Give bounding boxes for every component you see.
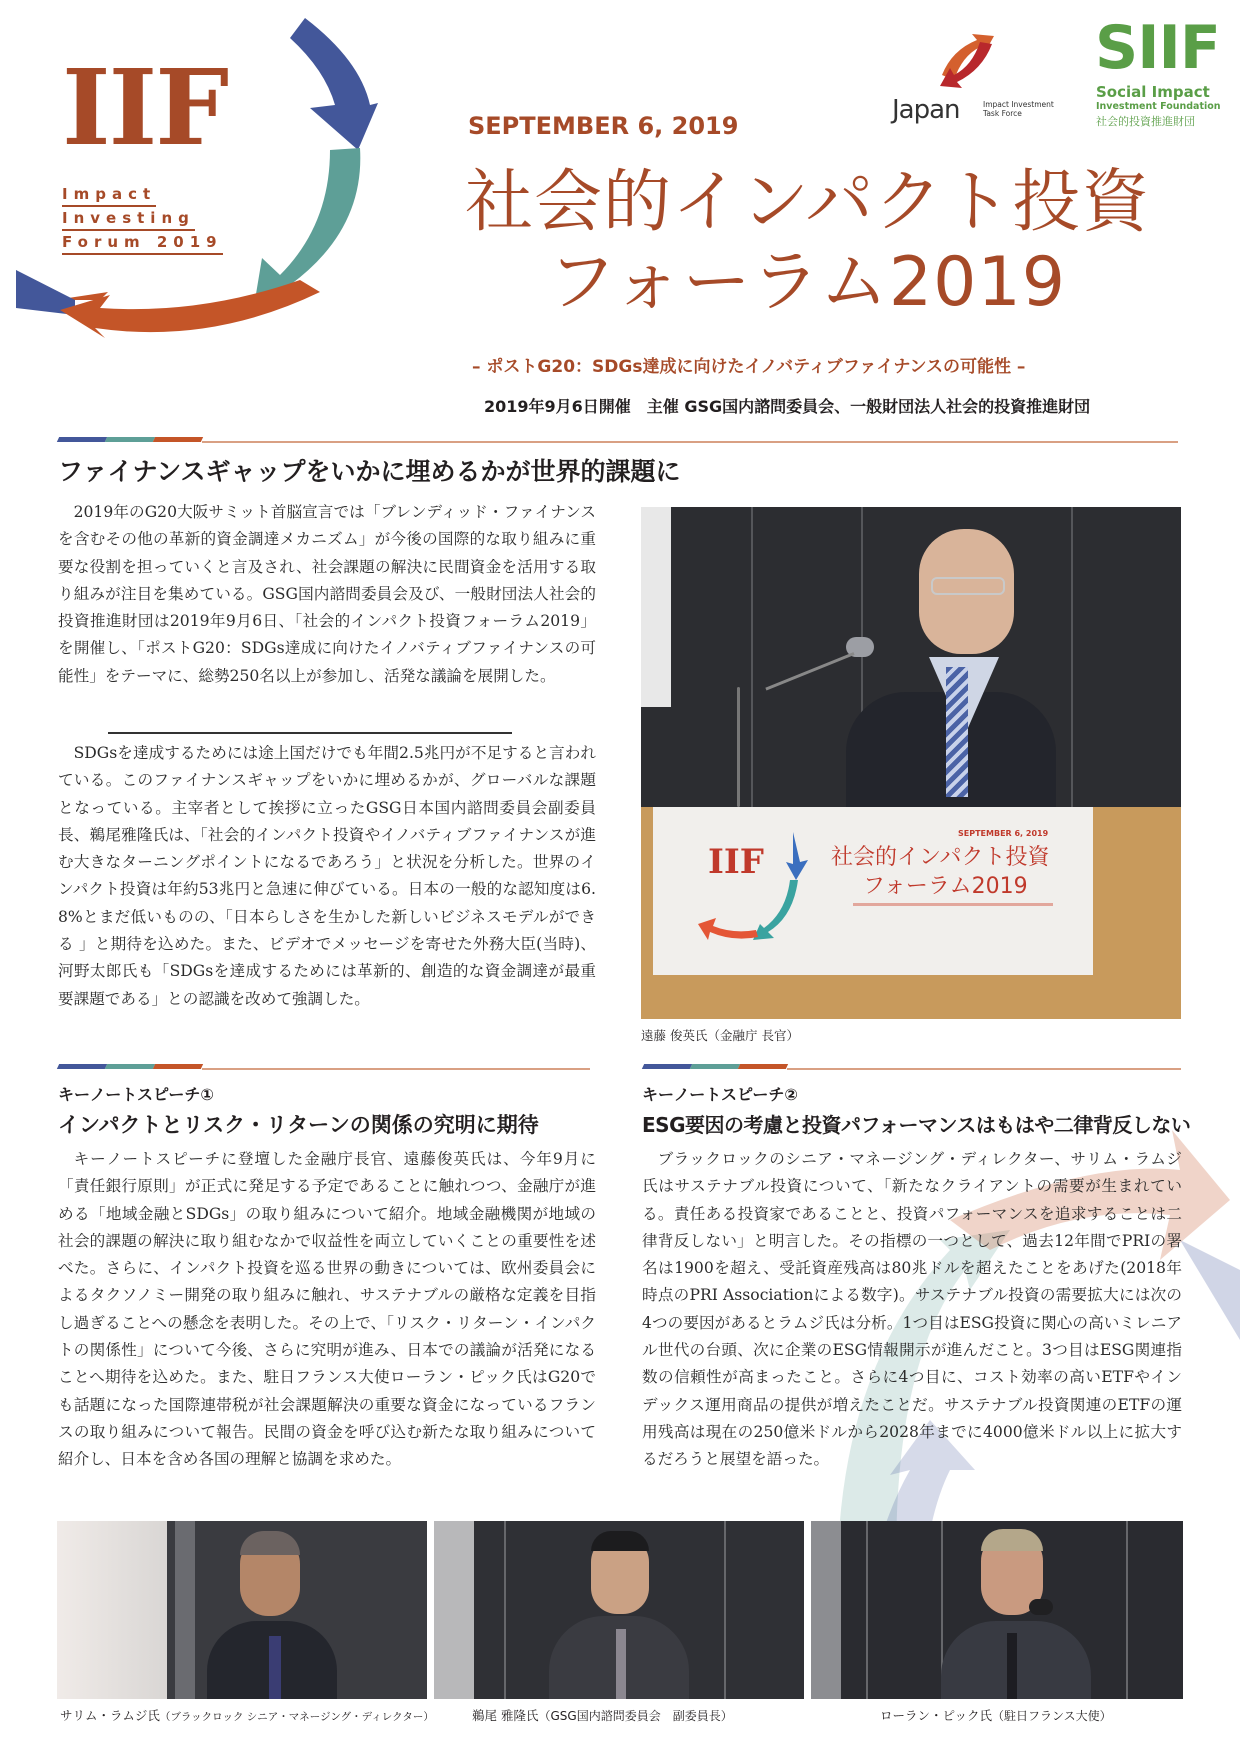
lead-photo-caption: 遠藤 俊英氏（金融庁 長官）	[641, 1028, 799, 1043]
gallery-caption-1: サリム・ラムジ氏（ブラックロック シニア・マネージング・ディレクター）	[60, 1708, 434, 1723]
keynote1-headline: インパクトとリスク・リターンの関係の究明に期待	[58, 1113, 539, 1137]
keynote1-kicker: キーノートスピーチ①	[58, 1085, 214, 1104]
jitf-logo-tagline: Impact Investment Task Force	[983, 100, 1054, 118]
siif-logo-line2: Investment Foundation	[1096, 101, 1221, 112]
section-divider	[56, 437, 1178, 443]
siif-logo: SIIF	[1095, 13, 1220, 83]
event-organizer: 2019年9月6日開催 主催 GSG国内諮問委員会、一般財団法人社会的投資推進財団	[484, 397, 1091, 416]
gallery-photo-3	[811, 1521, 1183, 1699]
paragraph-divider	[108, 732, 512, 734]
gallery-caption-3: ローラン・ピック氏（駐日フランス大使）	[880, 1708, 1112, 1723]
logo-iif: IIF	[62, 46, 228, 169]
logo-line-investing: Investing	[62, 207, 195, 231]
lead-headline: ファイナンスギャップをいかに埋めるかが世界的課題に	[58, 457, 681, 486]
logo-line-impact: Impact	[62, 183, 156, 207]
keynote2-kicker: キーノートスピーチ②	[642, 1085, 798, 1104]
gallery-caption-2: 鵜尾 雅隆氏（GSG国内諮問委員会 副委員長）	[472, 1708, 733, 1723]
keynote2-body: ブラックロックのシニア・マネージング・ディレクター、サリム・ラムジ氏はサステナブル投資について、「新たなクライアントの需要が生まれている。責任ある投資家であることと、投資パフォーマンスを追求することは二律背反しない」と明言した。その指標の一つとして、過去12年間でPRIの署名は1900を超え、受託資産残高は80兆ドルを超えたことをあげた(2018年時点のPRI Associationによる数字)。サステナブル投資の需要拡大には次の4つの要因があるとラムジ氏は分析。1つ目はESG投資に関心の高いミレニアル世代の台頭、次に企業のESG情報開示が進んだこと。3つ目はESG関連指数の信頼性が高まったこと。さらに4つ目に、コスト効率の高いETFやインデックス運用商品の提供が増えたことだ。サステナブル投資関連のETFの運用残高は現在の250億米ドルから2028年までに4000億米ドル以上に拡大するだろうと展望を語った。	[642, 1150, 1182, 1469]
gallery-photo-2	[434, 1521, 804, 1699]
podium-banner: IIF SEPTEMBER 6, 2019 社会的インパクト投資 フォーラム2019	[653, 807, 1093, 975]
logo-orange-arrow	[0, 270, 330, 340]
logo-subtitle	[62, 183, 223, 255]
podium-logo-arrows	[698, 832, 813, 952]
page-subtitle: – ポストG20：SDGs達成に向けたイノバティブファイナンスの可能性 –	[472, 357, 1026, 377]
gallery-photo-1	[57, 1521, 427, 1699]
keynote1-body: キーノートスピーチに登壇した金融庁長官、遠藤俊英氏は、今年9月に「責任銀行原則」が正式に発足する予定であることに触れつつ、金融庁が進める「地域金融とSDGs」の取り組みについて紹介。地域金融機関が地域の社会的課題の解決に取り組むなかで収益性を両立していくことの重要性を述べた。さらに、インパクト投資を巡る世界の動きについては、欧州委員会によるタクソノミー開発の取り組みに触れ、サステナブルの厳格な定義を目指し過ぎることへの懸念を表明した。その上で、「リスク・リターン・インパクトの関係性」について今後、さらに究明が進み、日本での議論が活発になることへ期待を込めた。また、駐日フランス大使ローラン・ピック氏はG20でも話題になった国際連帯税が社会課題解決の重要な資金になっているフランスの取り組みについて報告。民間の資金を呼び込む新たな取り組みについて紹介し、日本を含め各国の理解と協調を求めた。	[58, 1150, 596, 1469]
lead-paragraph-2: SDGsを達成するためには途上国だけでも年間2.5兆円が不足すると言われている。このファイナンスギャップをいかに埋めるかが、グローバルな課題となっている。主宰者として挨拶に立ったGSG日本国内諮問委員会副委員長、鵜尾雅隆氏は、「社会的インパクト投資やイノバティブファイナンスが進む大きなターニングポイントになるであろう」と状況を分析した。世界のインパクト投資は年約53兆円と急速に伸びている。日本の一般的な認知度は6.8%とまだ低いものの、「日本らしさを生かした新しいビジネスモデルができる 」と期待を込めた。また、ビデオでメッセージを寄せた外務大臣(当時)、河野太郎氏も「SDGsを達成するためには革新的、創造的な資金調達が最重要課題である」との認識を改めて強調した。	[58, 744, 596, 1008]
section-divider	[641, 1064, 1181, 1070]
event-date: SEPTEMBER 6, 2019	[468, 112, 739, 140]
jitf-logo-icon	[932, 30, 1002, 92]
section-divider	[56, 1064, 590, 1070]
siif-logo-line1: Social Impact	[1096, 83, 1210, 101]
siif-logo-line3: 社会的投資推進財団	[1096, 115, 1195, 128]
logo-line-forum: Forum 2019	[62, 231, 223, 255]
page-title-line2: フォーラム2019	[548, 243, 1066, 322]
lead-photo	[641, 507, 1181, 1019]
lead-paragraph-1: 2019年のG20大阪サミット首脳宣言では「ブレンディッド・ファイナンスを含むその他の革新的資金調達メカニズム」が今後の国際的な取り組みに重要な役割を担っていくと言及され、社会課題の解決に民間資金を活用する取り組みが注目を集めている。GSG国内諮問委員会及び、一般財団法人社会的投資推進財団は2019年9月6日、「社会的インパクト投資フォーラム2019」を開催し、「ポストG20：SDGs達成に向けたイノバティブファイナンスの可能性」をテーマに、総勢250名以上が参加し、活発な議論を展開した。	[58, 503, 596, 685]
page-title-line1: 社会的インパクト投資	[465, 163, 1151, 242]
keynote2-headline: ESG要因の考慮と投資パフォーマンスはもはや二律背反しない	[642, 1113, 1191, 1137]
jitf-logo-word: Japan	[892, 95, 960, 125]
